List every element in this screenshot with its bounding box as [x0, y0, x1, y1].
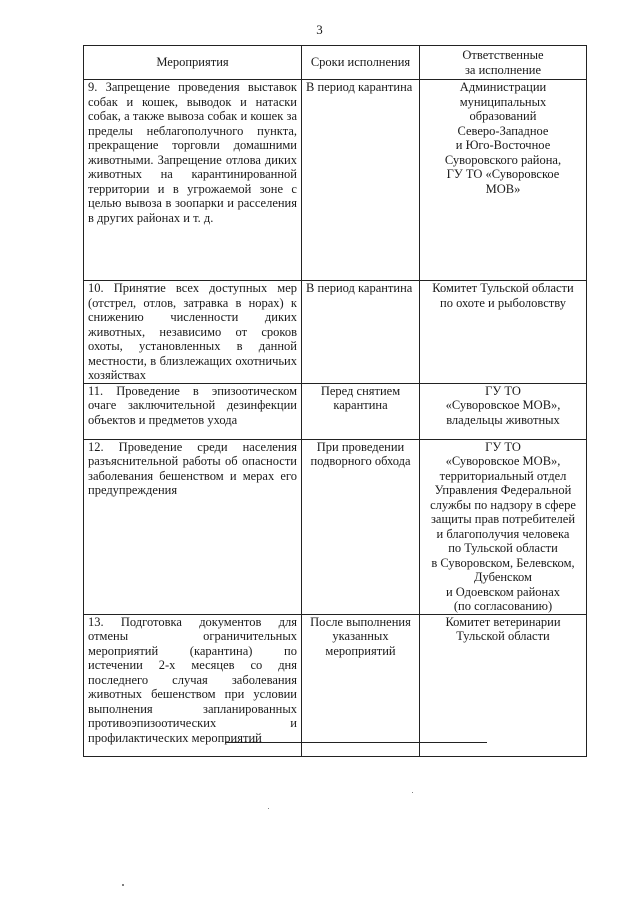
- row-10-term: В период карантина: [302, 281, 420, 384]
- table-row: [84, 281, 587, 384]
- table-row: [84, 439, 587, 614]
- scan-speck: [268, 808, 269, 809]
- table-row: [84, 614, 587, 756]
- row-12-responsible: ГУ ТО «Суворовское МОВ», территориальный отдел Управления Федеральной службы по надзору в сфере защиты прав потребителей и благополучия человека по Тульской области в Суворовском, Белевском, Дубенском и Одоевском районах (по согласованию): [420, 439, 587, 614]
- scan-speck: [412, 792, 413, 793]
- row-12-term: При проведении подворного обхода: [302, 439, 420, 614]
- table-row: [84, 80, 587, 281]
- row-9-measure: 9. Запрещение проведения выставок собак и кошек, выводок и натаски собак, а также вывоза собак и кошек за пределы неблагополучного пункта, прекращение торговли домашними животными. Запрещение отлова диких животных на карантинированной территории и в угрожаемой зоне с целью вывоза в зоопарки и расселения в других районах и т. д.: [84, 80, 302, 281]
- closing-rule: [225, 742, 487, 743]
- row-13-term: После выполнения указанных мероприятий: [302, 614, 420, 756]
- header-terms: Сроки исполнения: [302, 46, 420, 80]
- row-11-term: Перед снятием карантина: [302, 383, 420, 439]
- row-12-measure: 12. Проведение среди населения разъяснительной работы об опасности заболевания бешенством и мерах его предупреждения: [84, 439, 302, 614]
- header-measures: Мероприятия: [84, 46, 302, 80]
- row-13-measure: 13. Подготовка документов для отмены ограничительных мероприятий (карантина) по истечении 2-х месяцев со дня последнего случая заболевания животных бешенством при условии выполнения запланированных противоэпизоотических и профилактических мероприятий: [84, 614, 302, 756]
- table-row: [84, 383, 587, 439]
- row-10-responsible: Комитет Тульской области по охоте и рыболовству: [420, 281, 587, 384]
- header-responsible: Ответственные за исполнение: [420, 46, 587, 80]
- page-number: 3: [316, 22, 323, 37]
- measures-table: [83, 45, 587, 757]
- scan-speck: [122, 884, 124, 886]
- row-9-responsible: Администрации муниципальных образований Северо-Западное и Юго-Восточное Суворовского района, ГУ ТО «Суворовское МОВ»: [420, 80, 587, 281]
- row-11-measure: 11. Проведение в эпизоотическом очаге заключительной дезинфекции объектов и предметов ухода: [84, 383, 302, 439]
- table-header-row: [84, 46, 587, 80]
- row-11-responsible: ГУ ТО «Суворовское МОВ», владельцы животных: [420, 383, 587, 439]
- row-9-term: В период карантина: [302, 80, 420, 281]
- row-10-measure: 10. Принятие всех доступных мер (отстрел, отлов, затравка в норах) к снижению численности диких животных, независимо от сроков охоты, установленных в данной местности, в близлежащих охотничьих хозяйствах: [84, 281, 302, 384]
- row-13-responsible: Комитет ветеринарии Тульской области: [420, 614, 587, 756]
